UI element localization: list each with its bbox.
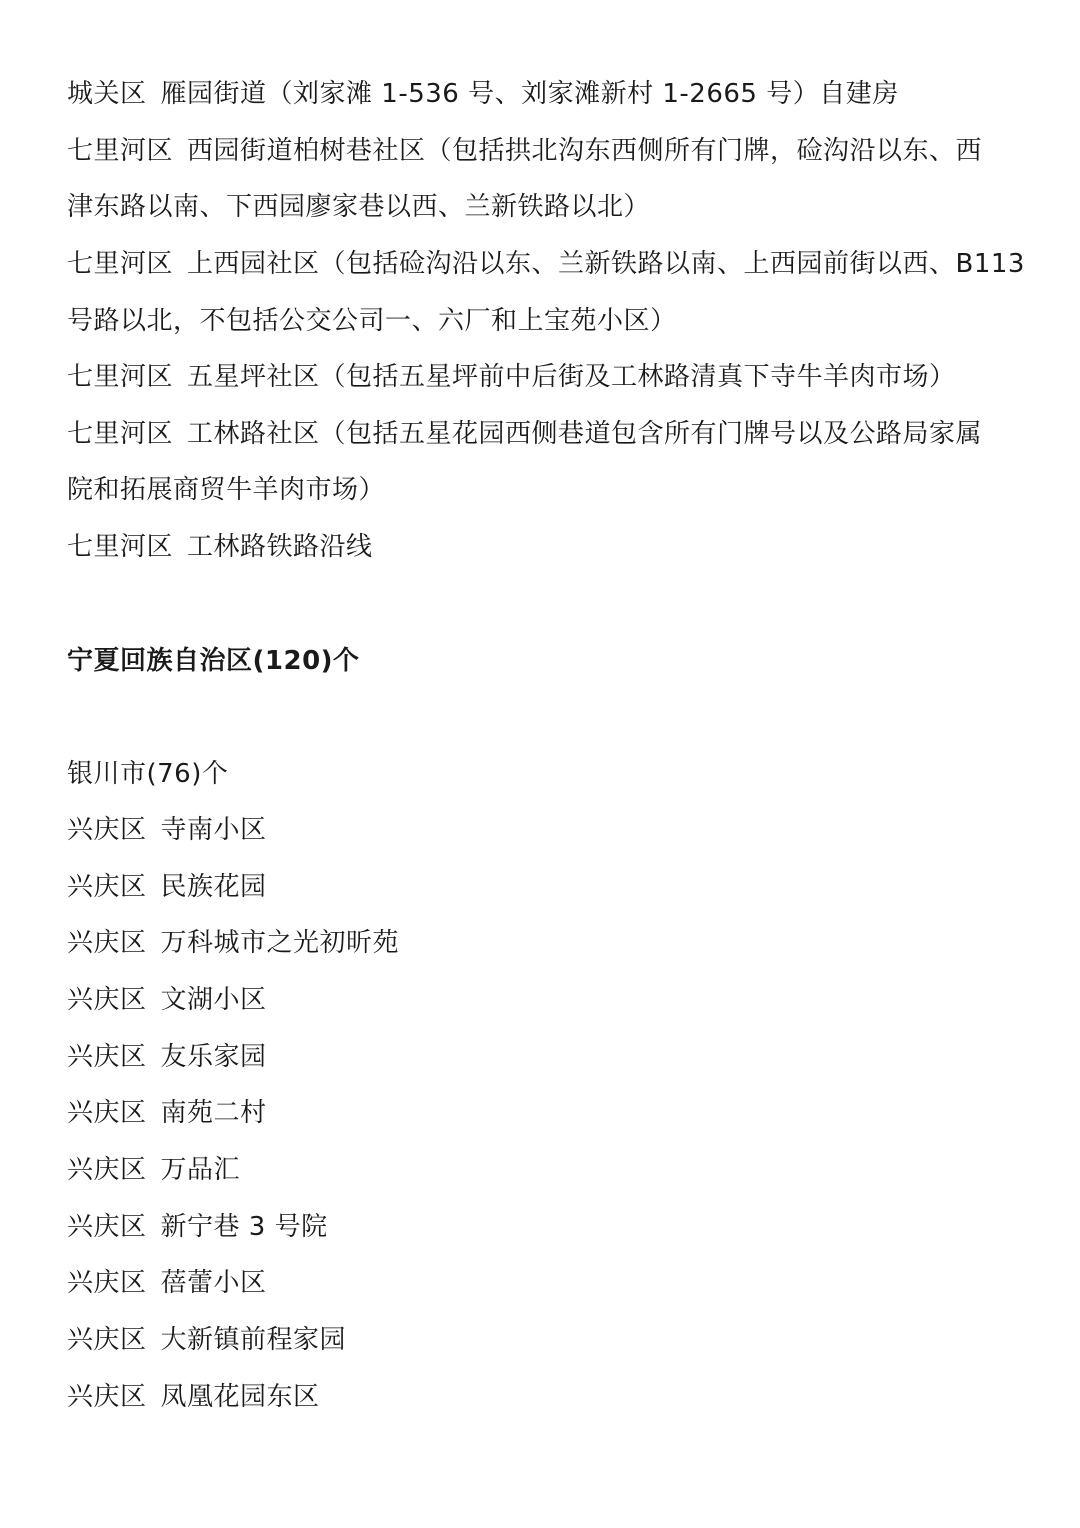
list-item-continuation bbox=[67, 190, 1027, 224]
list-item bbox=[67, 1380, 1027, 1414]
place-label: 万品汇 bbox=[160, 1155, 241, 1185]
place-label: 南苑二村 bbox=[160, 1098, 267, 1128]
list-item bbox=[67, 813, 1027, 847]
list-item bbox=[67, 247, 1027, 281]
list-item-continuation bbox=[67, 473, 1027, 507]
place-label: 寺南小区 bbox=[160, 815, 267, 845]
list-item bbox=[67, 1323, 1027, 1357]
district-label: 七里河区 bbox=[67, 532, 174, 562]
place-label: 凤凰花园东区 bbox=[160, 1382, 320, 1412]
district-label: 兴庆区 bbox=[67, 1382, 147, 1412]
place-label: 西园街道柏树巷社区（包括拱北沟东西侧所有门牌，硷沟沿以东、西 bbox=[187, 136, 983, 166]
list-item bbox=[67, 983, 1027, 1017]
place-label: 上西园社区（包括硷沟沿以东、兰新铁路以南、上西园前街以西、B113 bbox=[187, 249, 1025, 279]
list-item bbox=[67, 1096, 1027, 1130]
place-label: 新宁巷 3 号院 bbox=[160, 1212, 328, 1242]
place-label: 蓓蕾小区 bbox=[160, 1268, 267, 1298]
list-item bbox=[67, 134, 1027, 168]
list-item-continuation bbox=[67, 304, 1027, 338]
list-item bbox=[67, 77, 1027, 111]
list-item bbox=[67, 870, 1027, 904]
city-heading: 银川市(76)个 bbox=[67, 759, 229, 789]
list-item bbox=[67, 417, 1027, 451]
place-label: 工林路铁路沿线 bbox=[187, 532, 373, 562]
district-label: 兴庆区 bbox=[67, 1155, 147, 1185]
list-item bbox=[67, 1040, 1027, 1074]
place-label: 民族花园 bbox=[160, 872, 267, 902]
list-item bbox=[67, 1266, 1027, 1300]
district-label: 兴庆区 bbox=[67, 1268, 147, 1298]
place-label: 五星坪社区（包括五星坪前中后街及工林路清真下寺牛羊肉市场） bbox=[187, 362, 956, 392]
place-label: 雁园街道（刘家滩 1-536 号、刘家滩新村 1-2665 号）自建房 bbox=[160, 79, 899, 109]
district-label: 城关区 bbox=[67, 79, 147, 109]
district-label: 兴庆区 bbox=[67, 872, 147, 902]
district-label: 兴庆区 bbox=[67, 1098, 147, 1128]
district-label: 七里河区 bbox=[67, 249, 174, 279]
district-label: 兴庆区 bbox=[67, 928, 147, 958]
district-label: 兴庆区 bbox=[67, 985, 147, 1015]
list-item bbox=[67, 926, 1027, 960]
place-label: 万科城市之光初昕苑 bbox=[160, 928, 400, 958]
place-label: 大新镇前程家园 bbox=[160, 1325, 347, 1355]
place-label: 文湖小区 bbox=[160, 985, 267, 1015]
district-label: 兴庆区 bbox=[67, 1212, 147, 1242]
list-item bbox=[67, 360, 1027, 394]
district-label: 七里河区 bbox=[67, 362, 174, 392]
district-label: 兴庆区 bbox=[67, 815, 147, 845]
list-item bbox=[67, 1153, 1027, 1187]
continuation-label: 号路以北，不包括公交公司一、六厂和上宝苑小区） bbox=[67, 306, 677, 336]
list-item bbox=[67, 1210, 1027, 1244]
district-label: 七里河区 bbox=[67, 136, 174, 166]
continuation-label: 院和拓展商贸牛羊肉市场） bbox=[67, 475, 386, 505]
district-label: 兴庆区 bbox=[67, 1325, 147, 1355]
continuation-label: 津东路以南、下西园廖家巷以西、兰新铁路以北） bbox=[67, 192, 651, 222]
section-heading: 宁夏回族自治区(120)个 bbox=[67, 646, 360, 676]
list-item bbox=[67, 530, 1027, 564]
place-label: 友乐家园 bbox=[160, 1042, 267, 1072]
district-label: 七里河区 bbox=[67, 419, 174, 449]
place-label: 工林路社区（包括五星花园西侧巷道包含所有门牌号以及公路局家属 bbox=[187, 419, 983, 449]
district-label: 兴庆区 bbox=[67, 1042, 147, 1072]
